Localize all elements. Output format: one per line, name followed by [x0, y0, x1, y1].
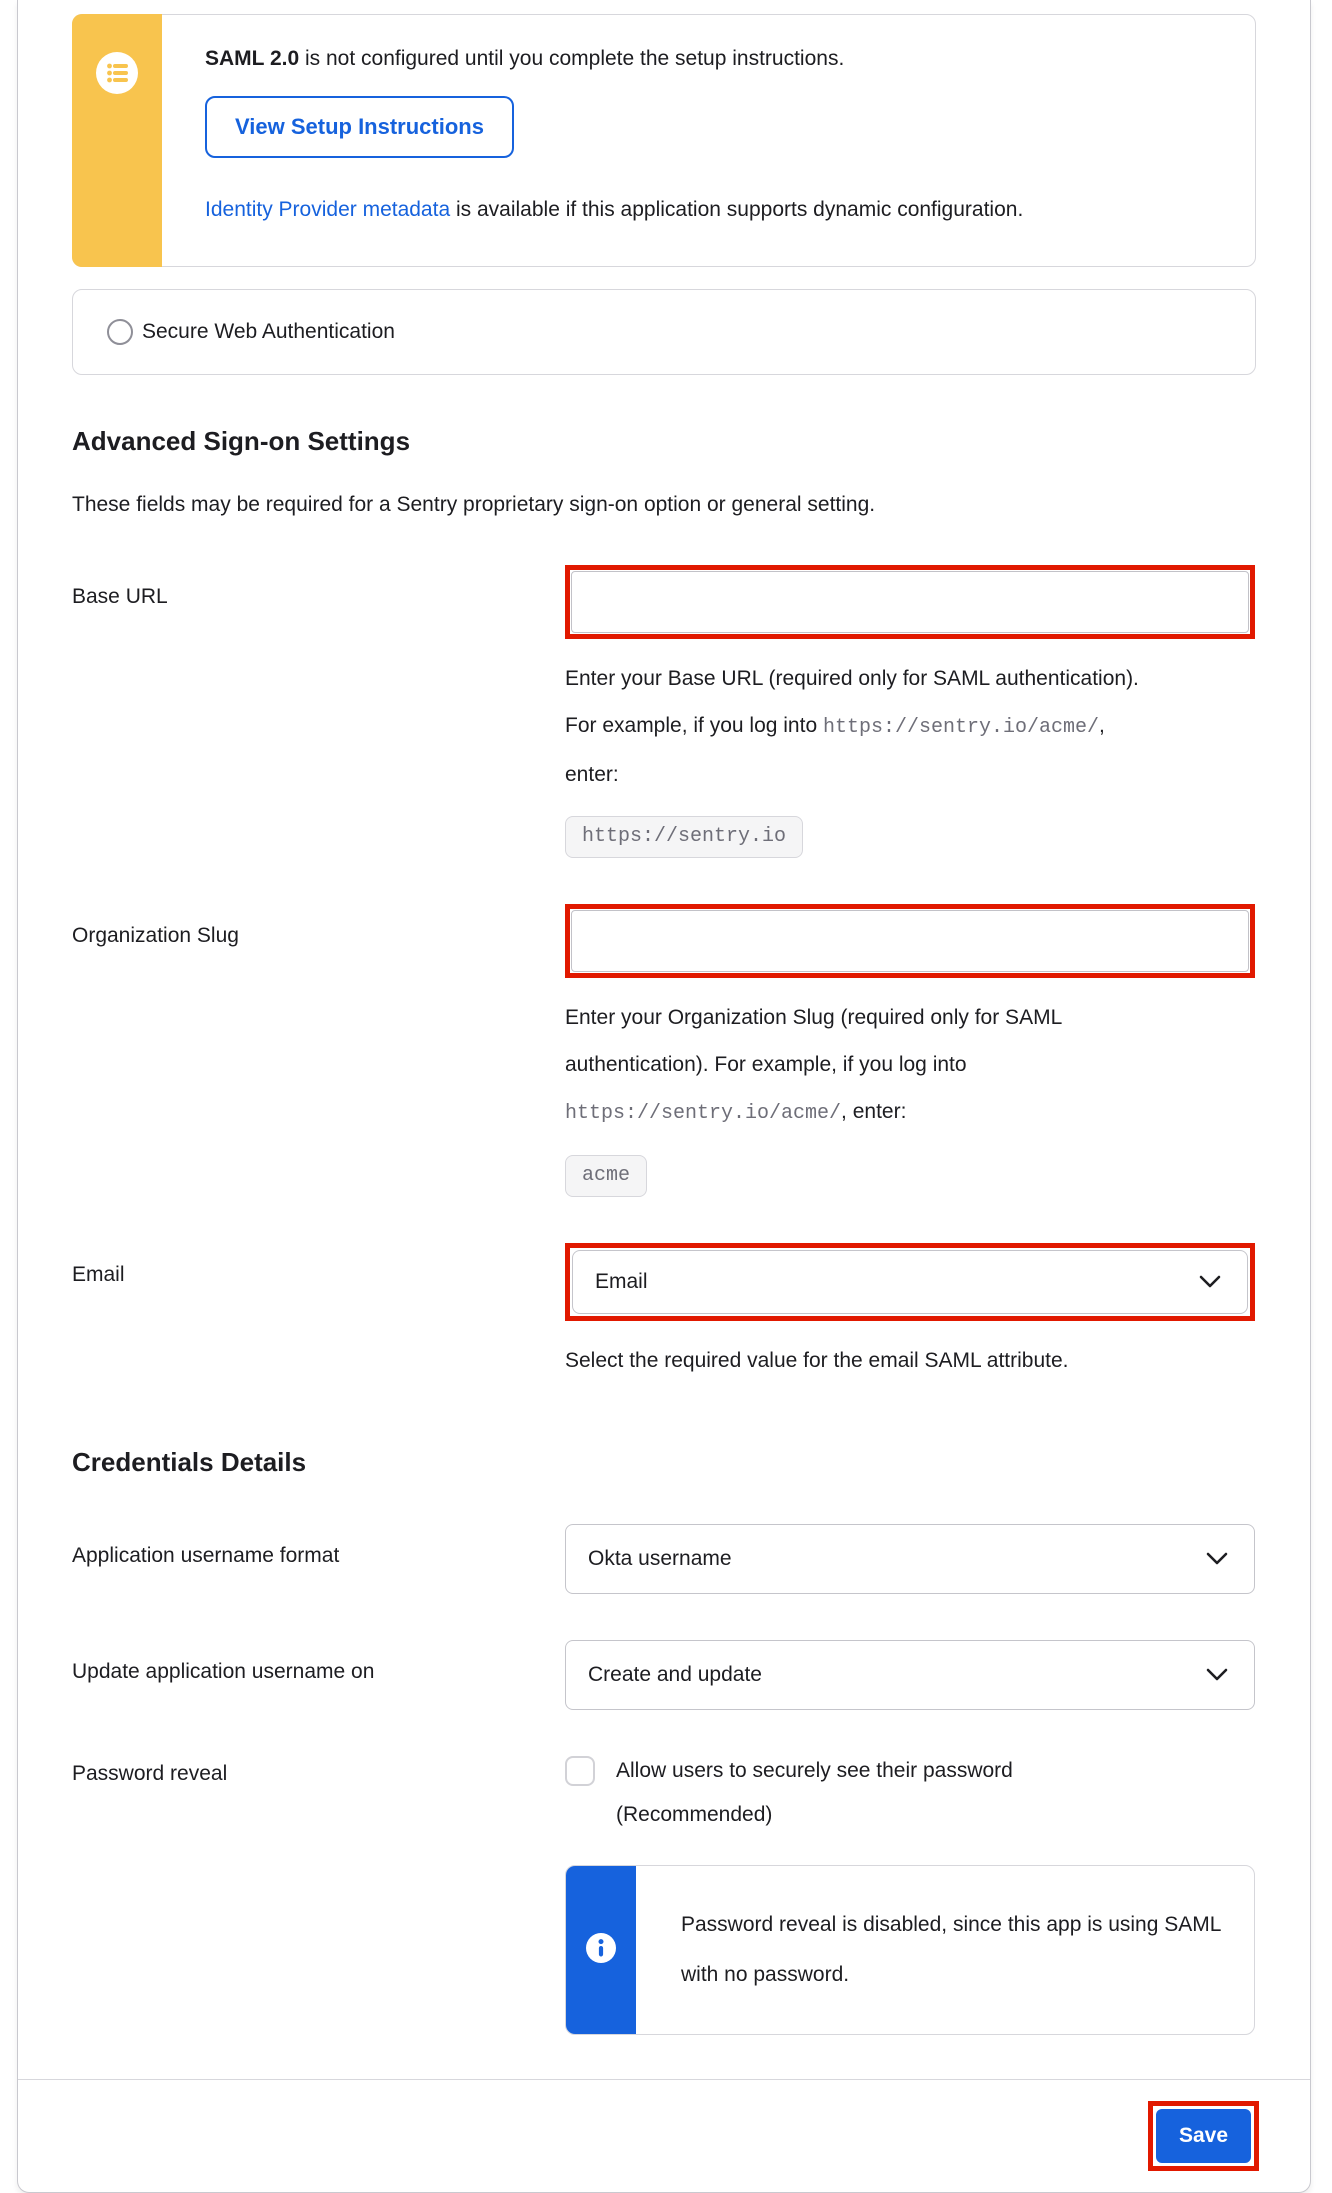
password-reveal-info-note [565, 1865, 1255, 2035]
base-url-help [565, 655, 1147, 798]
view-setup-instructions-button[interactable]: View Setup Instructions [205, 96, 514, 158]
base-url-input[interactable] [571, 571, 1249, 633]
org-slug-highlight [565, 904, 1255, 978]
password-reveal-label: Password reveal [72, 1762, 228, 1785]
idp-metadata-line [205, 186, 1085, 233]
saml-warning-banner [72, 14, 1256, 267]
swa-option-box[interactable] [72, 289, 1256, 375]
org-slug-help-text: Enter your Organization Slug (required only for SAML authentication). For example, if you log into [565, 1006, 1062, 1076]
update-username-label: Update application username on [72, 1660, 375, 1683]
advanced-settings-description: These fields may be required for a Sentry proprietary sign-on option or general setting. [72, 493, 876, 516]
username-format-select[interactable] [565, 1524, 1255, 1594]
username-format-row [72, 1524, 1256, 1594]
panel-footer [18, 2079, 1310, 2192]
org-slug-row [72, 904, 1256, 1197]
info-message: Password reveal is disabled, since this app is using SAML with no password. [681, 1913, 1221, 1986]
org-slug-example-chip: acme [565, 1155, 647, 1197]
list-icon [96, 52, 138, 99]
sign-on-settings-panel [17, 0, 1311, 2193]
email-label: Email [72, 1263, 125, 1286]
email-help: Select the required value for the email SAML attribute. [565, 1349, 1069, 1372]
username-format-select-value: Okta username [588, 1547, 732, 1570]
password-reveal-control [565, 1756, 1255, 2035]
password-reveal-checkbox[interactable] [565, 1756, 595, 1786]
password-reveal-checkbox-label: Allow users to securely see their password (Recommended) [616, 1759, 1013, 1826]
email-control [565, 1243, 1255, 1384]
panel-content [18, 0, 1310, 2079]
base-url-example-chip: https://sentry.io [565, 816, 803, 858]
org-slug-help-tail: , enter: [841, 1100, 907, 1123]
org-slug-label: Organization Slug [72, 924, 239, 947]
swa-radio-button[interactable] [107, 319, 133, 345]
update-username-control [565, 1640, 1255, 1710]
update-username-row [72, 1640, 1256, 1710]
advanced-settings-heading: Advanced Sign-on Settings [72, 426, 411, 456]
update-username-select[interactable] [565, 1640, 1255, 1710]
email-row [72, 1243, 1256, 1384]
base-url-label: Base URL [72, 585, 168, 608]
save-button[interactable]: Save [1156, 2109, 1251, 2163]
chevron-down-icon [1199, 1270, 1221, 1294]
credentials-heading: Credentials Details [72, 1447, 307, 1477]
base-url-row [72, 565, 1256, 858]
chevron-down-icon [1206, 1663, 1228, 1687]
org-slug-help [565, 994, 1147, 1137]
username-format-control [565, 1524, 1255, 1594]
org-slug-help-code: https://sentry.io/acme/ [565, 1102, 842, 1125]
org-slug-input[interactable] [571, 910, 1249, 972]
base-url-help-code: https://sentry.io/acme/ [822, 716, 1100, 739]
base-url-help-tail: , enter: [565, 714, 1105, 786]
warning-stripe [72, 14, 162, 267]
idp-metadata-line-rest: is available if this application supports dynamic configuration. [450, 198, 1024, 221]
email-select[interactable] [572, 1250, 1248, 1314]
info-icon [586, 1933, 616, 1968]
identity-provider-metadata-link[interactable]: Identity Provider metadata [205, 198, 451, 221]
warning-message-rest: is not configured until you complete the setup instructions. [299, 47, 845, 70]
update-username-select-value: Create and update [588, 1663, 762, 1686]
password-reveal-row [72, 1756, 1256, 2035]
password-reveal-checkbox-group [565, 1756, 1255, 1837]
email-highlight [565, 1243, 1255, 1321]
chevron-down-icon [1206, 1547, 1228, 1571]
base-url-highlight [565, 565, 1255, 639]
info-stripe [566, 1866, 636, 2034]
swa-option-label: Secure Web Authentication [142, 320, 395, 343]
warning-message-bold: SAML 2.0 [205, 47, 300, 70]
warning-message [205, 42, 1215, 76]
email-select-value: Email [595, 1270, 648, 1293]
base-url-help-text: Enter your Base URL (required only for SAML authentication). For example, if you log into [565, 667, 1139, 737]
warning-body [162, 15, 1255, 266]
org-slug-control [565, 904, 1255, 1197]
username-format-label: Application username format [72, 1544, 340, 1567]
base-url-control [565, 565, 1255, 858]
